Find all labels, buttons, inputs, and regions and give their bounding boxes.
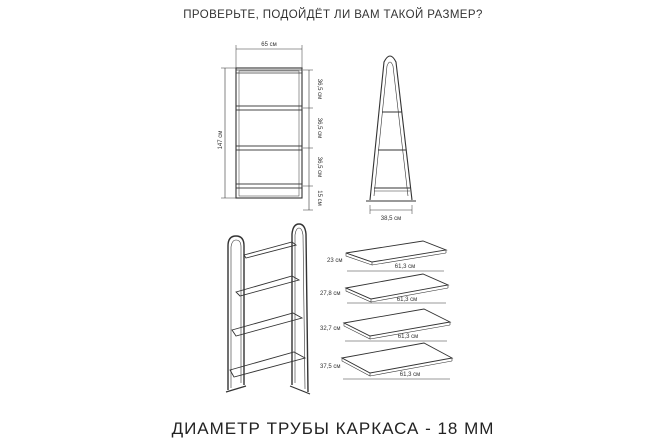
shelf-width-label: 61,3 см — [399, 372, 421, 378]
front-spacing-label: 36,5 см — [316, 117, 322, 139]
shelf-depth-label: 27,8 см — [320, 291, 341, 297]
perspective-view — [226, 224, 310, 394]
page-footer: ДИАМЕТР ТРУБЫ КАРКАСА - 18 ММ — [171, 419, 495, 438]
shelf-panels — [320, 241, 452, 379]
shelf-panel — [320, 309, 450, 341]
shelf-width-label: 61,3 см — [397, 334, 419, 340]
front-height-label: 147 см — [218, 130, 224, 150]
front-spacing-label: 36,5 см — [316, 78, 322, 100]
side-depth-label: 38,5 см — [380, 216, 402, 222]
shelf-panel — [320, 274, 448, 303]
front-width-label: 65 см — [261, 42, 277, 48]
shelf-depth-label: 37,5 см — [320, 364, 341, 370]
shelf-depth-label: 23 см — [327, 258, 343, 264]
side-view — [366, 56, 416, 222]
page-heading: ПРОВЕРЬТЕ, ПОДОЙДЁТ ЛИ ВАМ ТАКОЙ РАЗМЕР? — [183, 9, 483, 21]
shelf-width-label: 61,3 см — [396, 297, 418, 303]
front-spacing-label: 36,5 см — [316, 156, 322, 178]
shelf-panel — [327, 241, 446, 271]
shelf-panel — [320, 343, 452, 379]
shelf-width-label: 61,3 см — [394, 264, 416, 270]
shelf-depth-label: 32,7 см — [320, 326, 341, 332]
front-view — [218, 42, 322, 210]
front-spacing-label: 15 см — [316, 190, 322, 206]
